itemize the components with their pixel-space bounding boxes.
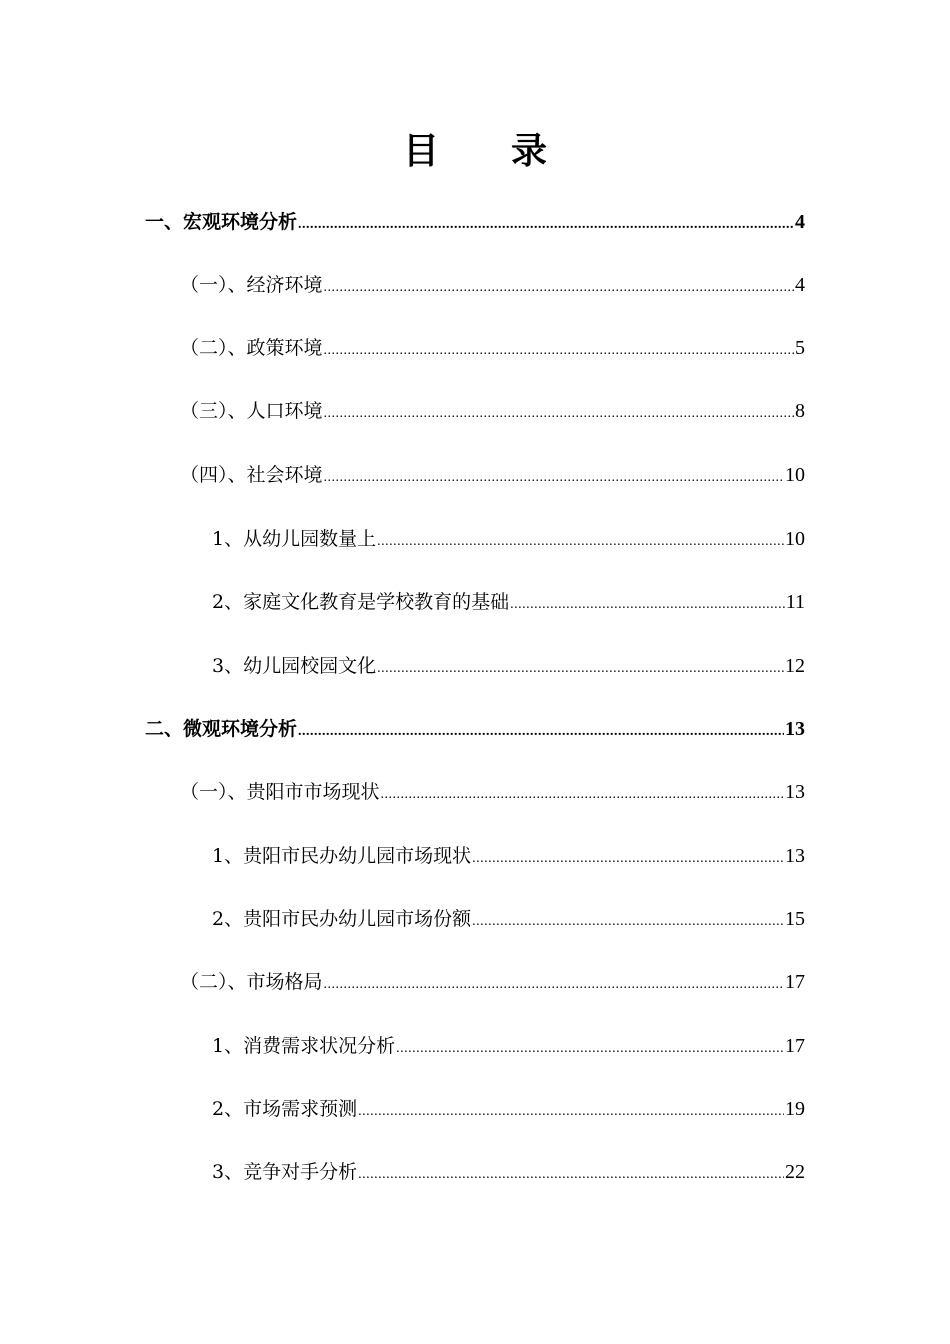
toc-leader-dots	[377, 654, 784, 684]
toc-leader-dots	[396, 1034, 784, 1064]
toc-entry-private-kindergarten-share[interactable]	[212, 904, 805, 934]
toc-entry-private-kindergarten-status[interactable]	[212, 841, 805, 871]
toc-entry-macro-environment[interactable]	[145, 207, 805, 237]
toc-entry-text: （四）、社会环境	[180, 464, 323, 486]
toc-entry-text: 1、从幼儿园数量上	[212, 528, 377, 550]
toc-entry-population-environment[interactable]	[180, 396, 805, 426]
toc-entry-economic-environment[interactable]	[180, 270, 805, 300]
toc-entry-text: 二、微观环境分析	[145, 718, 298, 740]
toc-page-number: 4	[795, 211, 805, 233]
toc-entry-text: 3、幼儿园校园文化	[212, 655, 377, 677]
toc-page-number: 11	[785, 591, 805, 613]
toc-leader-dots	[358, 1160, 784, 1190]
toc-entry-guiyang-market-status[interactable]	[180, 777, 805, 807]
toc-page-number: 4	[795, 274, 805, 296]
toc-entry-text: （一）、贵阳市市场现状	[180, 781, 380, 803]
toc-page-number: 12	[785, 655, 805, 677]
toc-entry-social-environment[interactable]	[180, 460, 805, 490]
toc-entry-policy-environment[interactable]	[180, 333, 805, 363]
toc-leader-dots	[358, 1097, 784, 1127]
toc-page-number: 15	[785, 908, 805, 930]
toc-entry-campus-culture[interactable]	[212, 651, 805, 681]
toc-entry-kindergarten-count[interactable]	[212, 524, 805, 554]
toc-entry-text: （一）、经济环境	[180, 274, 323, 296]
toc-leader-dots	[324, 970, 784, 1000]
toc-entry-text: 2、市场需求预测	[212, 1098, 358, 1120]
toc-leader-dots	[324, 399, 794, 429]
toc-entry-competitor-analysis[interactable]	[212, 1157, 805, 1187]
toc-page-number: 13	[785, 718, 805, 740]
toc-leader-dots	[324, 463, 784, 493]
toc-leader-dots	[381, 780, 784, 810]
toc-page-number: 8	[795, 400, 805, 422]
toc-page-number: 10	[785, 464, 805, 486]
toc-entry-text: 一、宏观环境分析	[145, 211, 298, 233]
toc-entry-text: （二）、市场格局	[180, 971, 323, 993]
toc-entry-family-education[interactable]	[212, 587, 805, 617]
toc-entry-text: 1、消费需求状况分析	[212, 1035, 396, 1057]
toc-entry-micro-environment[interactable]	[145, 714, 805, 744]
toc-page-number: 13	[785, 845, 805, 867]
toc-entry-text: 2、贵阳市民办幼儿园市场份额	[212, 908, 472, 930]
toc-entry-text: 1、贵阳市民办幼儿园市场现状	[212, 845, 472, 867]
toc-leader-dots	[510, 590, 785, 620]
toc-page-number: 17	[785, 1035, 805, 1057]
toc-page-number: 19	[785, 1098, 805, 1120]
toc-leader-dots	[298, 210, 794, 240]
toc-leader-dots	[472, 907, 784, 937]
toc-leader-dots	[298, 717, 784, 747]
toc-entry-market-structure[interactable]	[180, 967, 805, 997]
toc-entry-text: （三）、人口环境	[180, 400, 323, 422]
toc-leader-dots	[472, 844, 784, 874]
toc-page-number: 10	[785, 528, 805, 550]
page-title: 目 录	[402, 131, 547, 172]
toc-entry-text: （二）、政策环境	[180, 337, 323, 359]
toc-page-number: 22	[785, 1161, 805, 1183]
toc-leader-dots	[324, 336, 794, 366]
toc-page-number: 17	[785, 971, 805, 993]
toc-page-number: 5	[795, 337, 805, 359]
toc-entry-demand-forecast[interactable]	[212, 1094, 805, 1124]
toc-page-number: 13	[785, 781, 805, 803]
toc-entry-consumer-demand[interactable]	[212, 1031, 805, 1061]
toc-leader-dots	[324, 273, 794, 303]
toc-entry-text: 2、家庭文化教育是学校教育的基础	[212, 591, 510, 613]
toc-entry-text: 3、竞争对手分析	[212, 1161, 358, 1183]
toc-leader-dots	[377, 527, 784, 557]
